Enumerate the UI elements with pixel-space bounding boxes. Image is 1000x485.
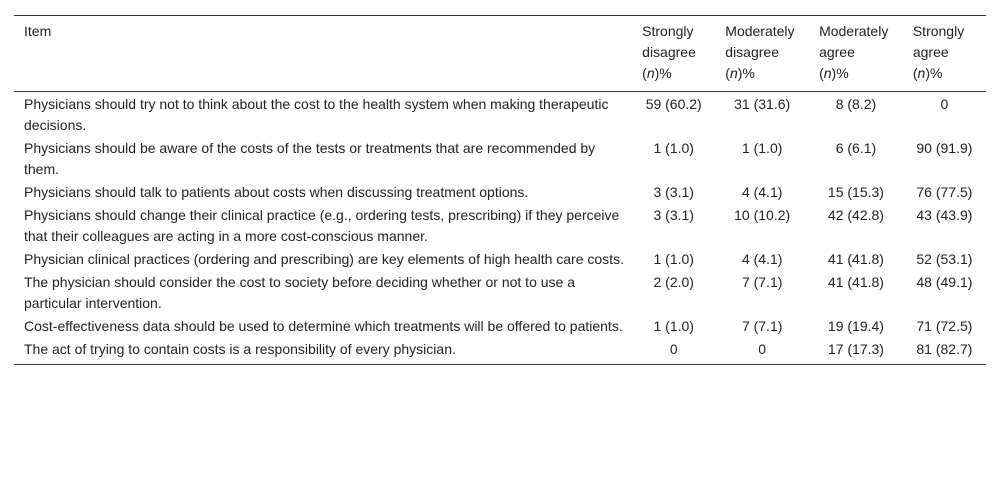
strongly-disagree-cell: 3 (3.1) xyxy=(653,184,694,200)
moderately-disagree-cell: 7 (7.1) xyxy=(741,274,783,290)
header-moderately-disagree: Moderately disagree (n)% xyxy=(725,23,795,81)
moderately-disagree-cell: 10 (10.2) xyxy=(734,207,791,223)
item-cell: Physicians should be aware of the costs of the tests or treatments that are recommended by them. xyxy=(24,140,596,177)
header-moderately-agree: Moderately agree (n)% xyxy=(819,23,889,81)
moderately-agree-cell: 17 (17.3) xyxy=(827,341,884,357)
moderately-disagree-cell: 1 (1.0) xyxy=(741,140,783,156)
strongly-disagree-cell: 1 (1.0) xyxy=(653,251,694,267)
table-row xyxy=(14,315,986,338)
strongly-agree-cell: 52 (53.1) xyxy=(916,251,973,267)
strongly-disagree-cell: 59 (60.2) xyxy=(645,96,702,112)
header-strongly-disagree: Strongly disagree (n)% xyxy=(642,23,696,81)
moderately-disagree-cell: 7 (7.1) xyxy=(741,318,783,334)
moderately-agree-cell: 6 (6.1) xyxy=(835,140,877,156)
strongly-disagree-cell: 0 xyxy=(669,341,678,357)
moderately-agree-cell: 41 (41.8) xyxy=(827,274,884,290)
item-cell: Physician clinical practices (ordering and prescribing) are key elements of high health care costs. xyxy=(24,251,624,267)
strongly-agree-cell: 76 (77.5) xyxy=(916,184,973,200)
table-row xyxy=(14,181,986,204)
moderately-agree-cell: 42 (42.8) xyxy=(827,207,884,223)
results-table xyxy=(14,15,986,365)
table-row xyxy=(14,92,986,138)
item-cell: Physicians should talk to patients about costs when discussing treatment options. xyxy=(24,184,529,200)
moderately-agree-cell: 15 (15.3) xyxy=(827,184,884,200)
moderately-disagree-cell: 4 (4.1) xyxy=(741,184,783,200)
item-cell: Physicians should try not to think about the cost to the health system when making therapeutic decisions. xyxy=(24,96,609,133)
strongly-disagree-cell: 3 (3.1) xyxy=(653,207,694,223)
table-row xyxy=(14,137,986,181)
table-row xyxy=(14,271,986,315)
item-cell: The physician should consider the cost to society before deciding whether or not to use a particular intervention. xyxy=(24,274,575,311)
item-cell: The act of trying to contain costs is a responsibility of every physician. xyxy=(24,341,456,357)
strongly-agree-cell: 0 xyxy=(940,96,949,112)
strongly-disagree-cell: 1 (1.0) xyxy=(653,140,694,156)
strongly-agree-cell: 48 (49.1) xyxy=(916,274,973,290)
strongly-disagree-cell: 1 (1.0) xyxy=(653,318,694,334)
table-row xyxy=(14,338,986,365)
table-row xyxy=(14,248,986,271)
item-cell: Cost-effectiveness data should be used to determine which treatments will be offered to patients. xyxy=(24,318,623,334)
moderately-disagree-cell: 0 xyxy=(758,341,767,357)
strongly-agree-cell: 43 (43.9) xyxy=(916,207,973,223)
strongly-disagree-cell: 2 (2.0) xyxy=(653,274,694,290)
strongly-agree-cell: 90 (91.9) xyxy=(916,140,973,156)
moderately-agree-cell: 8 (8.2) xyxy=(835,96,877,112)
header-strongly-agree: Strongly agree (n)% xyxy=(912,23,965,81)
header-row xyxy=(14,16,986,92)
moderately-agree-cell: 19 (19.4) xyxy=(827,318,884,334)
moderately-disagree-cell: 31 (31.6) xyxy=(734,96,791,112)
table-row xyxy=(14,204,986,248)
strongly-agree-cell: 81 (82.7) xyxy=(916,341,973,357)
item-cell: Physicians should change their clinical practice (e.g., ordering tests, prescribing) if they perceive that their colleagues are acting in a more cost-conscious manner. xyxy=(24,207,620,244)
moderately-disagree-cell: 4 (4.1) xyxy=(741,251,783,267)
moderately-agree-cell: 41 (41.8) xyxy=(827,251,884,267)
header-item: Item xyxy=(24,23,52,39)
strongly-agree-cell: 71 (72.5) xyxy=(916,318,973,334)
